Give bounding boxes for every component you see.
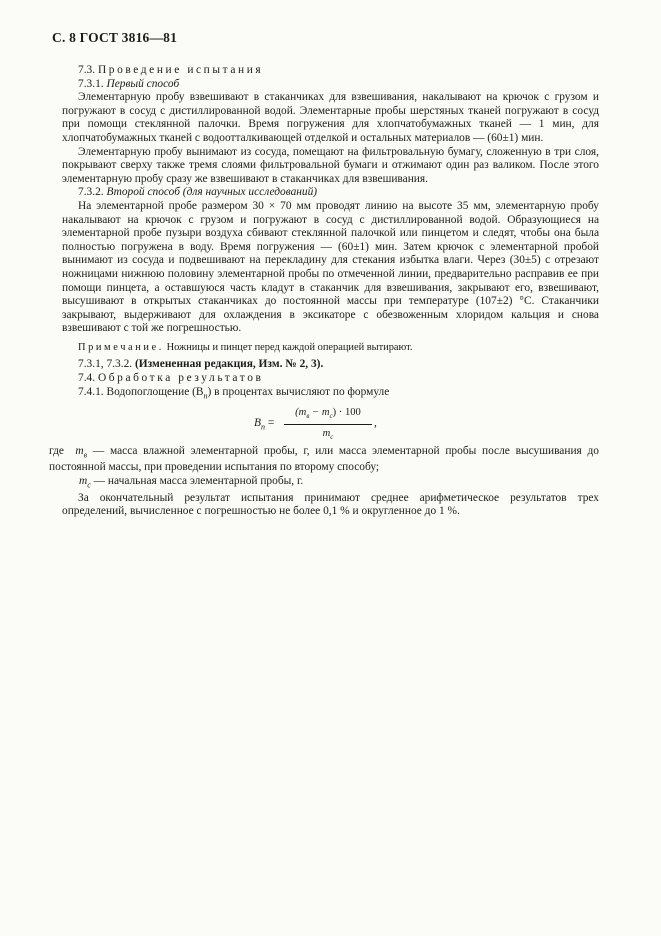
- section-title: Первый способ: [106, 77, 180, 90]
- paragraph-4: За окончательный результат испытания принимают среднее арифметическое результатов трех определений, вычисленное с погрешностью не более 0,1 % и округленное до 1 %.: [62, 491, 599, 518]
- where-definition-2: [79, 475, 599, 492]
- formula-intro: Водопоглощение (В: [106, 385, 204, 398]
- section-number: 7.3.2.: [78, 186, 104, 199]
- note: [62, 342, 599, 355]
- amendment-text: (Измененная редакция, Изм. № 2, 3).: [134, 358, 324, 371]
- symbol: m: [79, 475, 88, 487]
- where-word: где: [49, 444, 64, 457]
- formula-lhs: $В_п$ =: [254, 416, 275, 431]
- section-7-3-heading: [62, 64, 599, 78]
- section-number: 7.4.1.: [78, 385, 104, 398]
- amendment-line: [62, 358, 599, 372]
- symbol: m: [75, 444, 84, 457]
- formula-numerator: $(m_в - m_с) \cdot 100$: [284, 406, 372, 426]
- document-body: [49, 64, 599, 519]
- page-header: С. 8 ГОСТ 3816—81: [52, 30, 178, 45]
- subscript: п: [203, 390, 208, 400]
- section-title: Второй способ (для научных исследований): [106, 186, 318, 199]
- definition-text: начальная масса элементарной пробы, г.: [107, 475, 304, 487]
- amendment-ref: 7.3.1, 7.3.2.: [78, 358, 133, 371]
- symbol-subscript: в: [83, 449, 88, 459]
- formula-comma: ,: [374, 416, 377, 429]
- formula-intro-tail: ) в процентах вычисляют по формуле: [207, 385, 390, 398]
- formula-fraction: [284, 406, 372, 445]
- paragraph-3: На элементарной пробе размером 30 × 70 мм проводят линию на высоте 35 мм, элементарную пробу накалывают на крючок с грузом и погружают в сосуд с дистиллированной водой. Образующиеся на элементарной пробе пузыри воздуха сбивают стеклянной палочкой или пинцетом и следят, чтобы она была полностью погружена в воду. Время погружения — (60±1) мин. Затем крючок с элементарной пробой вынимают из сосуда и подвешивают на перекладину для стекания избытка влаги. Через (30±5) с отрезают ножницами нижнюю половину элементарной пробы по отмеченной линии, предварительно расправив ее при помощи пинцета, а оставшуюся часть кладут в стаканчик для взвешивания, закрывают его, взвешивают, высушивают в открытых стаканчиках до постоянной массы при температуре (107±2) °С. Стаканчики закрывают, выдерживают для охлаждения в эксикаторе с обезвоженным хлоридом кальция и снова взвешивают с той же погрешностью.: [62, 199, 599, 335]
- section-number: 7.3.: [78, 64, 96, 76]
- section-number: 7.3.1.: [78, 77, 104, 90]
- section-7-3-1-heading: [62, 78, 599, 92]
- section-7-4-1: [62, 386, 599, 403]
- paragraph-2: Элементарную пробу вынимают из сосуда, помещают на фильтровальную бумагу, сложенную в три слоя, покрывают сверху также тремя слоями фильтровальной бумаги и отжимают один раз валиком. После этого элементарную пробу сразу же взвешивают в стаканчиках для взвешивания.: [62, 145, 599, 185]
- dash: —: [93, 475, 106, 487]
- definition-text: масса влажной элементарной пробы, г, или масса элементарной пробы после высушивания до постоянной массы, при проведении испытания по второму способу;: [49, 444, 599, 474]
- section-number: 7.4.: [78, 372, 96, 385]
- section-7-3-2-heading: [62, 186, 599, 200]
- section-title: Обработка результатов: [97, 372, 264, 385]
- section-7-4-heading: [62, 372, 599, 386]
- note-text: Ножницы и пинцет перед каждой операцией вытирают.: [166, 341, 413, 353]
- section-title: Проведение испытания: [97, 64, 264, 76]
- note-label: Примечание.: [78, 341, 164, 353]
- dash: —: [92, 444, 105, 457]
- water-absorption-formula: [62, 405, 599, 443]
- where-definition-1: [49, 445, 599, 475]
- paragraph-1: Элементарную пробу взвешивают в стаканчиках для взвешивания, накалывают на крючок с грузом и погружают в сосуд с дистиллированной водой. Элементарные пробы шерстяных тканей погружают в сосуд при помощи стеклянной палочки. Время погружения для хлопчатобумажных тканей — 1 мин, для хлопчатобумажных тканей с водоотталкивающей отделкой и остальных материалов — (60±1) мин.: [62, 91, 599, 144]
- symbol-subscript: с: [87, 480, 91, 490]
- formula-denominator: $m_с$: [322, 428, 334, 442]
